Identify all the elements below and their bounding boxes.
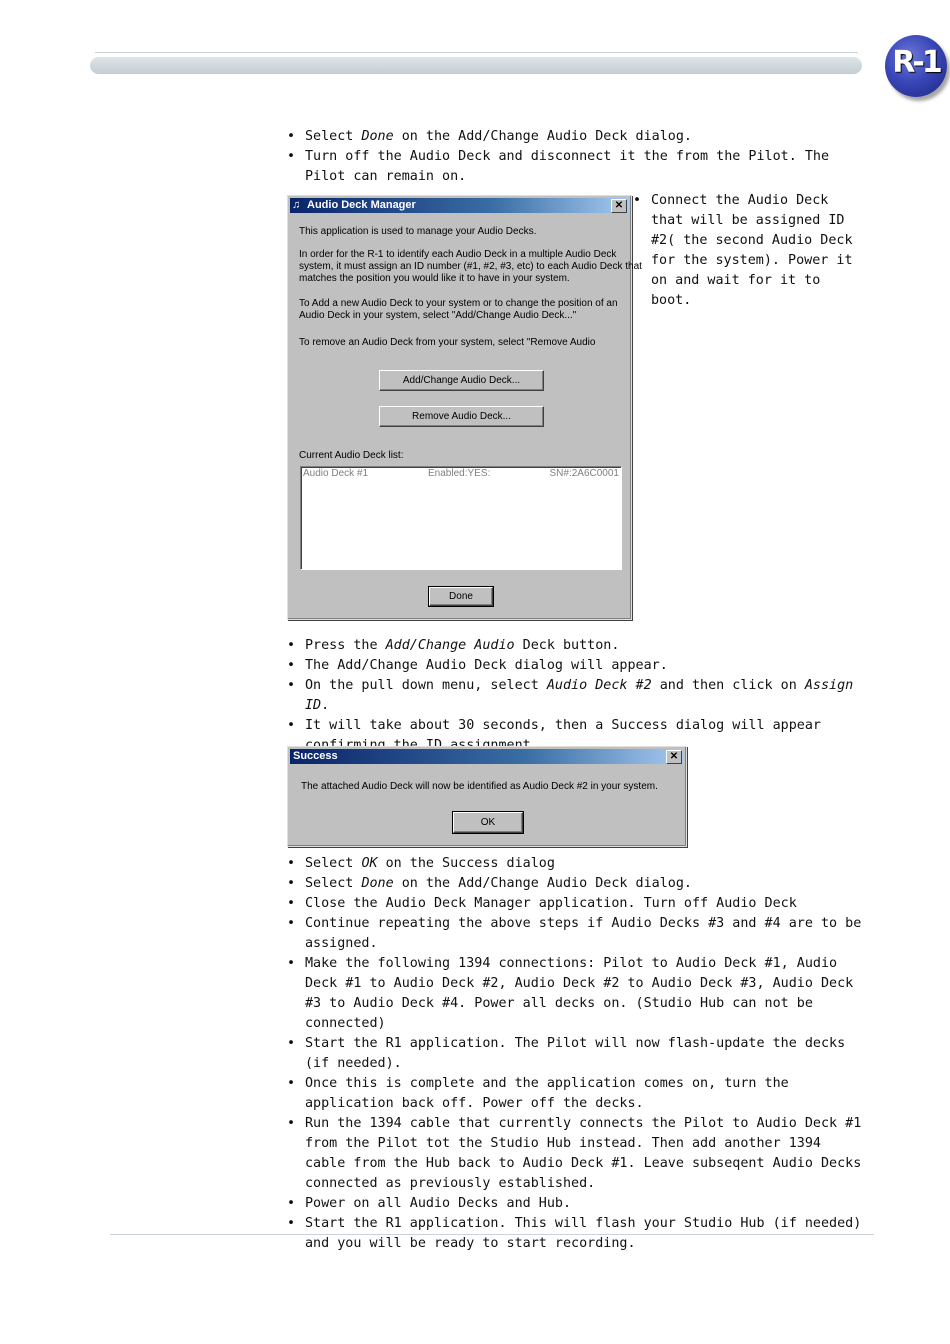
audio-deck-manager-dialog [287,195,642,620]
id-paragraph-line-3: matches the position you would like it to have in your system. [299,273,570,284]
dialog-title: Audio Deck Manager [307,199,416,211]
close-button[interactable]: ✕ [666,750,682,764]
item-text: Select [305,876,362,891]
done-button[interactable] [429,587,493,606]
deck-name: Audio Deck #1 [303,468,369,479]
emphasis-text: Done [361,876,394,891]
list-item [287,676,867,716]
instruction-list-1 [287,127,847,187]
id-paragraph-line-1: In order for the R-1 to identify each Audio Deck in a multiple Audio Deck [299,249,617,260]
instruction-list-3 [287,854,867,1254]
item-text: Select [305,856,362,871]
ok-label: OK [480,817,496,828]
instruction-list-side [633,191,868,311]
item-text: The Add/Change Audio Deck dialog will appear. [305,658,668,673]
header-rule [95,52,858,53]
audio-deck-listbox[interactable] [300,466,622,570]
item-text: Deck button. [514,638,620,653]
list-item[interactable] [303,468,619,480]
emphasis-text: Audio Deck #2 [546,678,652,693]
logo-text: R-1 [892,45,940,80]
item-text: on the Add/Change Audio Deck dialog. [393,876,692,891]
emphasis-text: Done [361,129,394,144]
item-text: on the Success dialog [377,856,555,871]
item-text: on the Add/Change Audio Deck dialog. [393,129,692,144]
item-text: and then click on [651,678,805,693]
intro-text: This application is used to manage your Audio Decks. [299,226,537,237]
deck-serial: SN#:2A6C0001 [549,468,619,479]
close-button[interactable]: ✕ [611,199,627,213]
footer-rule [110,1234,874,1235]
dialog-titlebar [290,198,629,213]
list-item [633,191,868,311]
list-item [287,914,867,954]
list-item [287,854,867,874]
item-text: Start the R1 application. The Pilot will now flash-update the decks (if needed). [305,1036,846,1071]
item-text: Connect the Audio Deck that will be assigned ID #2( the second Audio Deck for the system). Power it on and wait for it to boot. [651,193,853,308]
instruction-list-2 [287,636,867,756]
add-paragraph-line-1: To Add a new Audio Deck to your system or to change the position of an [299,298,618,309]
item-text: On the pull down menu, select [305,678,547,693]
add-paragraph-line-2: Audio Deck in your system, select "Add/Change Audio Deck..." [299,310,577,321]
list-item [287,127,847,147]
emphasis-text: Assign ID [305,678,854,713]
list-item [287,1114,867,1194]
success-dialog [287,746,687,847]
header-bar [90,57,862,74]
done-label: Done [449,591,473,602]
list-item [287,954,867,1034]
item-text: Start the R1 application. This will flash your Studio Hub (if needed) and you will be ready to start recording. [305,1216,862,1251]
dialog-titlebar [290,749,684,764]
item-text: Once this is complete and the application comes on, turn the application back off. Power off the decks. [305,1076,789,1111]
dialog-title: Success [293,750,338,762]
item-text: Close the Audio Deck Manager application. Turn off Audio Deck [305,896,797,911]
emphasis-text: Add/Change Audio [385,638,515,653]
id-paragraph-line-2: system, it must assign an ID number (#1, #2, #3, etc) to each Audio Deck that [299,261,642,272]
list-item [287,894,867,914]
list-item [287,1034,867,1074]
list-item [287,656,867,676]
deck-enabled: Enabled:YES: [428,468,491,479]
list-item [287,874,867,894]
add-change-audio-deck-button[interactable] [379,370,544,391]
remove-paragraph: To remove an Audio Deck from your system, select "Remove Audio [299,337,596,348]
remove-audio-deck-button[interactable] [379,406,544,427]
app-icon: ♫ [292,199,301,211]
item-text: Press the [305,638,386,653]
item-text: It will take about 30 seconds, then a Success dialog will appear [305,718,821,733]
r1-logo [885,35,947,97]
item-text: . [321,698,330,713]
item-text: Power on all Audio Decks and Hub. [305,1196,572,1211]
add-change-label: Add/Change Audio Deck... [402,375,521,386]
list-item [287,636,867,656]
item-text: Turn off the Audio Deck and disconnect it the from the Pilot. The Pilot can remain on. [305,149,830,184]
item-text: Make the following 1394 connections: Pilot to Audio Deck #1, Audio Deck #1 to Audio Deck #2, Audio Deck #2 to Audio Deck #3, Audio Deck #3 to Audio Deck #4. Power all decks on. (Studio Hub can not be connected) [305,956,854,1031]
ok-button[interactable] [453,812,523,833]
item-text: Select [305,129,362,144]
list-item [287,147,847,187]
list-item [287,1074,867,1114]
emphasis-text: OK [361,856,378,871]
deck-list-label: Current Audio Deck list: [299,450,404,461]
remove-label: Remove Audio Deck... [412,411,511,422]
item-text: Run the 1394 cable that currently connects the Pilot to Audio Deck #1 from the Pilot tot the Studio Hub instead. Then add another 1394 cable from the Hub back to Audio Deck #1. Leave subseqent Audio Decks connected as previously established. [305,1116,862,1191]
success-message: The attached Audio Deck will now be identified as Audio Deck #2 in your system. [301,781,658,792]
list-item [287,1194,867,1214]
item-text: Continue repeating the above steps if Audio Decks #3 and #4 are to be assigned. [305,916,862,951]
